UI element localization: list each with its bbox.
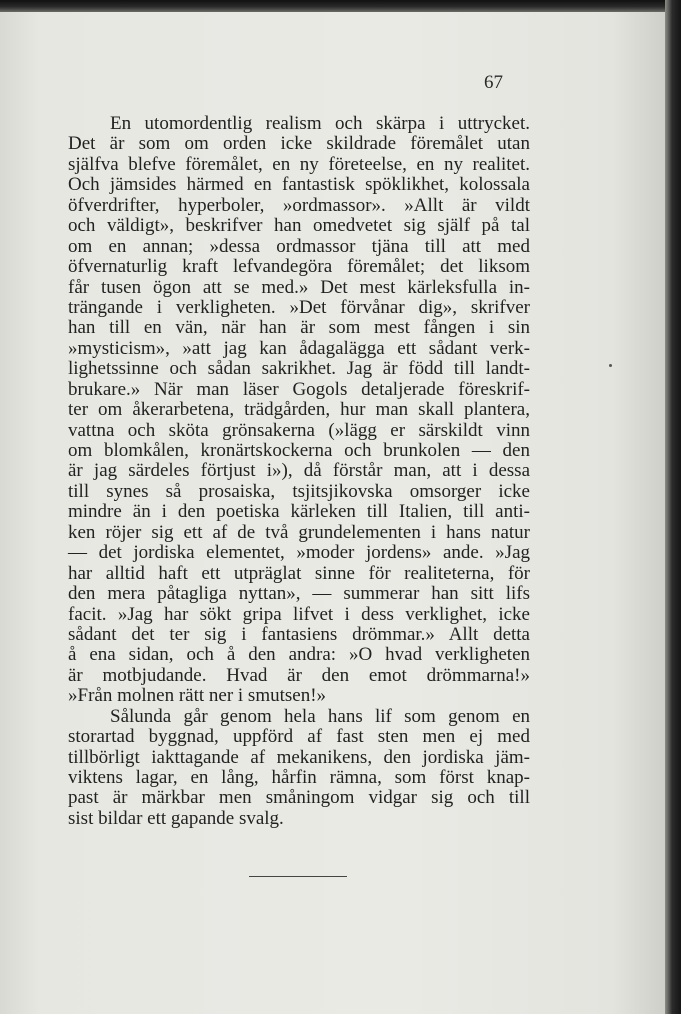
text-line: är motbjudande. Hvad är den emot drömmarna!»: [68, 664, 530, 686]
text-line: öfvernaturlig kraft lefvandegöra föremålet; det liksom: [68, 256, 530, 278]
text-line: den mera påtagliga nyttan», — summerar han sitt lifs: [68, 583, 530, 605]
text-line: om en annan; »dessa ordmassor tjäna till att med: [68, 235, 530, 257]
text-line: Det är som om orden icke skildrade föremålet utan: [68, 133, 530, 155]
text-line: Sålunda går genom hela hans lif som genom en: [110, 705, 530, 727]
text-line: viktens lagar, en lång, hårfin rämna, som först knap-: [68, 767, 530, 788]
text-line: brukare.» När man läser Gogols detaljerade föreskrif-: [68, 378, 530, 400]
text-line: om blomkålen, kronärtskockerna och brunkolen — den: [68, 440, 530, 461]
text-line: En utomordentlig realism och skärpa i uttrycket.: [110, 113, 530, 134]
text-line: han till en vän, när han är som mest fången i sin: [68, 317, 530, 339]
text-line: till synes så prosaiska, tsjitsjikovska omsorger icke: [68, 480, 530, 502]
text-line: »mysticism», »att jag kan ådagalägga ett sådant verk-: [68, 337, 530, 359]
text-line: och väldigt», beskrifver han omedvetet sig själf på tal: [68, 215, 530, 237]
text-line: trängande i verkligheten. »Det förvånar dig», skrifver: [68, 296, 530, 318]
text-line: ken röjer sig ett af de två grundelementen i hans natur: [68, 521, 530, 543]
scan-right-edge: [665, 0, 681, 1014]
text-line: storartad byggnad, uppförd af fast sten men ej med: [68, 726, 530, 748]
text-line: får tusen ögon att se med.» Det mest kärleksfulla in-: [68, 276, 530, 298]
text-line: Och jämsides härmed en fantastisk spöklikhet, kolossala: [68, 174, 530, 196]
text-line: — det jordiska elementet, »moder jordens» ande. »Jag: [68, 542, 530, 564]
text-line: ter om åkerarbetena, trädgården, hur man skall plantera,: [68, 399, 530, 421]
text-line: lighetssinne och sådan sakrikhet. Jag är född till landt-: [68, 358, 530, 380]
text-line: är jag särdeles förtjust i»), då förstår man, att i dessa: [68, 460, 530, 482]
text-line: öfverdrifter, hyperboler, »ordmassor». »Allt är vildt: [68, 194, 530, 216]
text-line: själfva blefve föremålet, en ny företeelse, en ny realitet.: [68, 153, 530, 175]
book-page: [0, 12, 665, 1014]
text-line: har alltid haft ett utpräglat sinne för realiteterna, för: [68, 562, 530, 584]
text-line: past är märkbar men småningom vidgar sig och till: [68, 787, 530, 809]
text-line: mindre än i den poetiska kärleken till Italien, till anti-: [68, 501, 530, 523]
text-line: vattna och sköta grönsakerna (»lägg er särskildt vinn: [68, 419, 530, 441]
body-text: [68, 114, 530, 829]
scan-top-edge: [0, 0, 681, 12]
text-line: å ena sidan, och å den andra: »O hvad verkligheten: [68, 644, 530, 666]
text-line: »Från molnen rätt ner i smutsen!»: [68, 685, 327, 707]
text-line: tillbörligt iakttagande af mekanikens, den jordiska jäm-: [68, 746, 530, 768]
section-divider: [249, 876, 347, 877]
paper-speck: [609, 364, 612, 367]
page-number: 67: [484, 72, 503, 93]
text-line: sist bildar ett gapande svalg.: [68, 807, 284, 829]
text-line: facit. »Jag har sökt gripa lifvet i dess verklighet, icke: [68, 603, 530, 625]
text-line: sådant det ter sig i fantasiens drömmar.» Allt detta: [68, 623, 530, 645]
